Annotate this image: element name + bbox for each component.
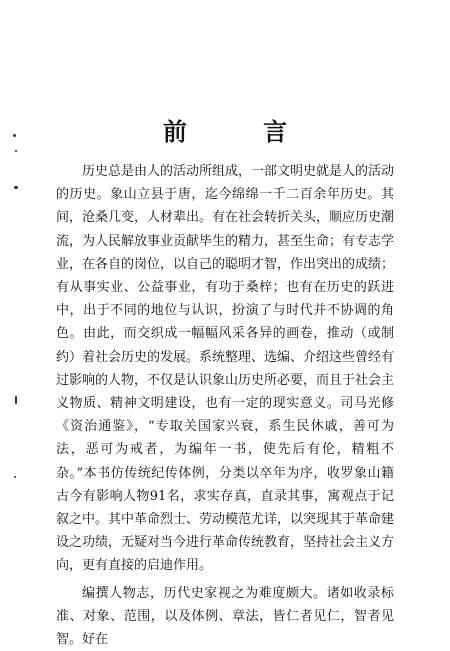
body-text (56, 160, 394, 651)
page-title: 前 言 (162, 117, 322, 146)
scan-speck (15, 150, 17, 152)
paragraph-1: 历史总是由人的活动所组成，一部文明史就是人的活动的历史。象山立县于唐，迄今绵绵一千二百余年历史。其间，沧桑几变，人材辈出。有在社会转折关头，顺应历史潮流，为人民解放事业贡献毕生的精力，甚至生命；有专志学业，在各自的岗位，以自己的聪明才智，作出突出的成绩；有从事实业、公益事业，有功于桑梓；也有在历史的跃进中，出于不同的地位与认识，扮演了与时代并不协调的角色。由此，而交织成一幅幅风采各异的画卷，推动（或制约）着社会历史的发展。系统整理、选编、介绍这些曾经有过影响的人物，不仅是认识象山历史所必要，而且于社会主义物质、精神文明建设，也有一定的现实意义。司马光修《资治通鉴》，“专取关国家兴衰，系生民休戚，善可为法，恶可为戒者，为编年一书，使先后有伦，精粗不杂。”本书仿传统纪传体例，分类以卒年为序，收罗象山籍古今有影响人物91名，求实存真，直录其事，寓观点于记叙之中。其中革命烈士、劳动模范尤详，以突现其于革命建设之功绩，无疑对当今进行革命传统教育，坚持社会主义方向，更有直接的启迪作用。 (56, 164, 395, 574)
scan-speck (15, 396, 17, 404)
paragraph-2: 编撰人物志，历代史家视之为难度颇大。诸如收录标准、对象、范围，以及体例、章法，皆仁者见仁，智者见智。好在 (56, 585, 394, 648)
scan-speck (14, 186, 18, 189)
scan-speck (14, 476, 16, 478)
